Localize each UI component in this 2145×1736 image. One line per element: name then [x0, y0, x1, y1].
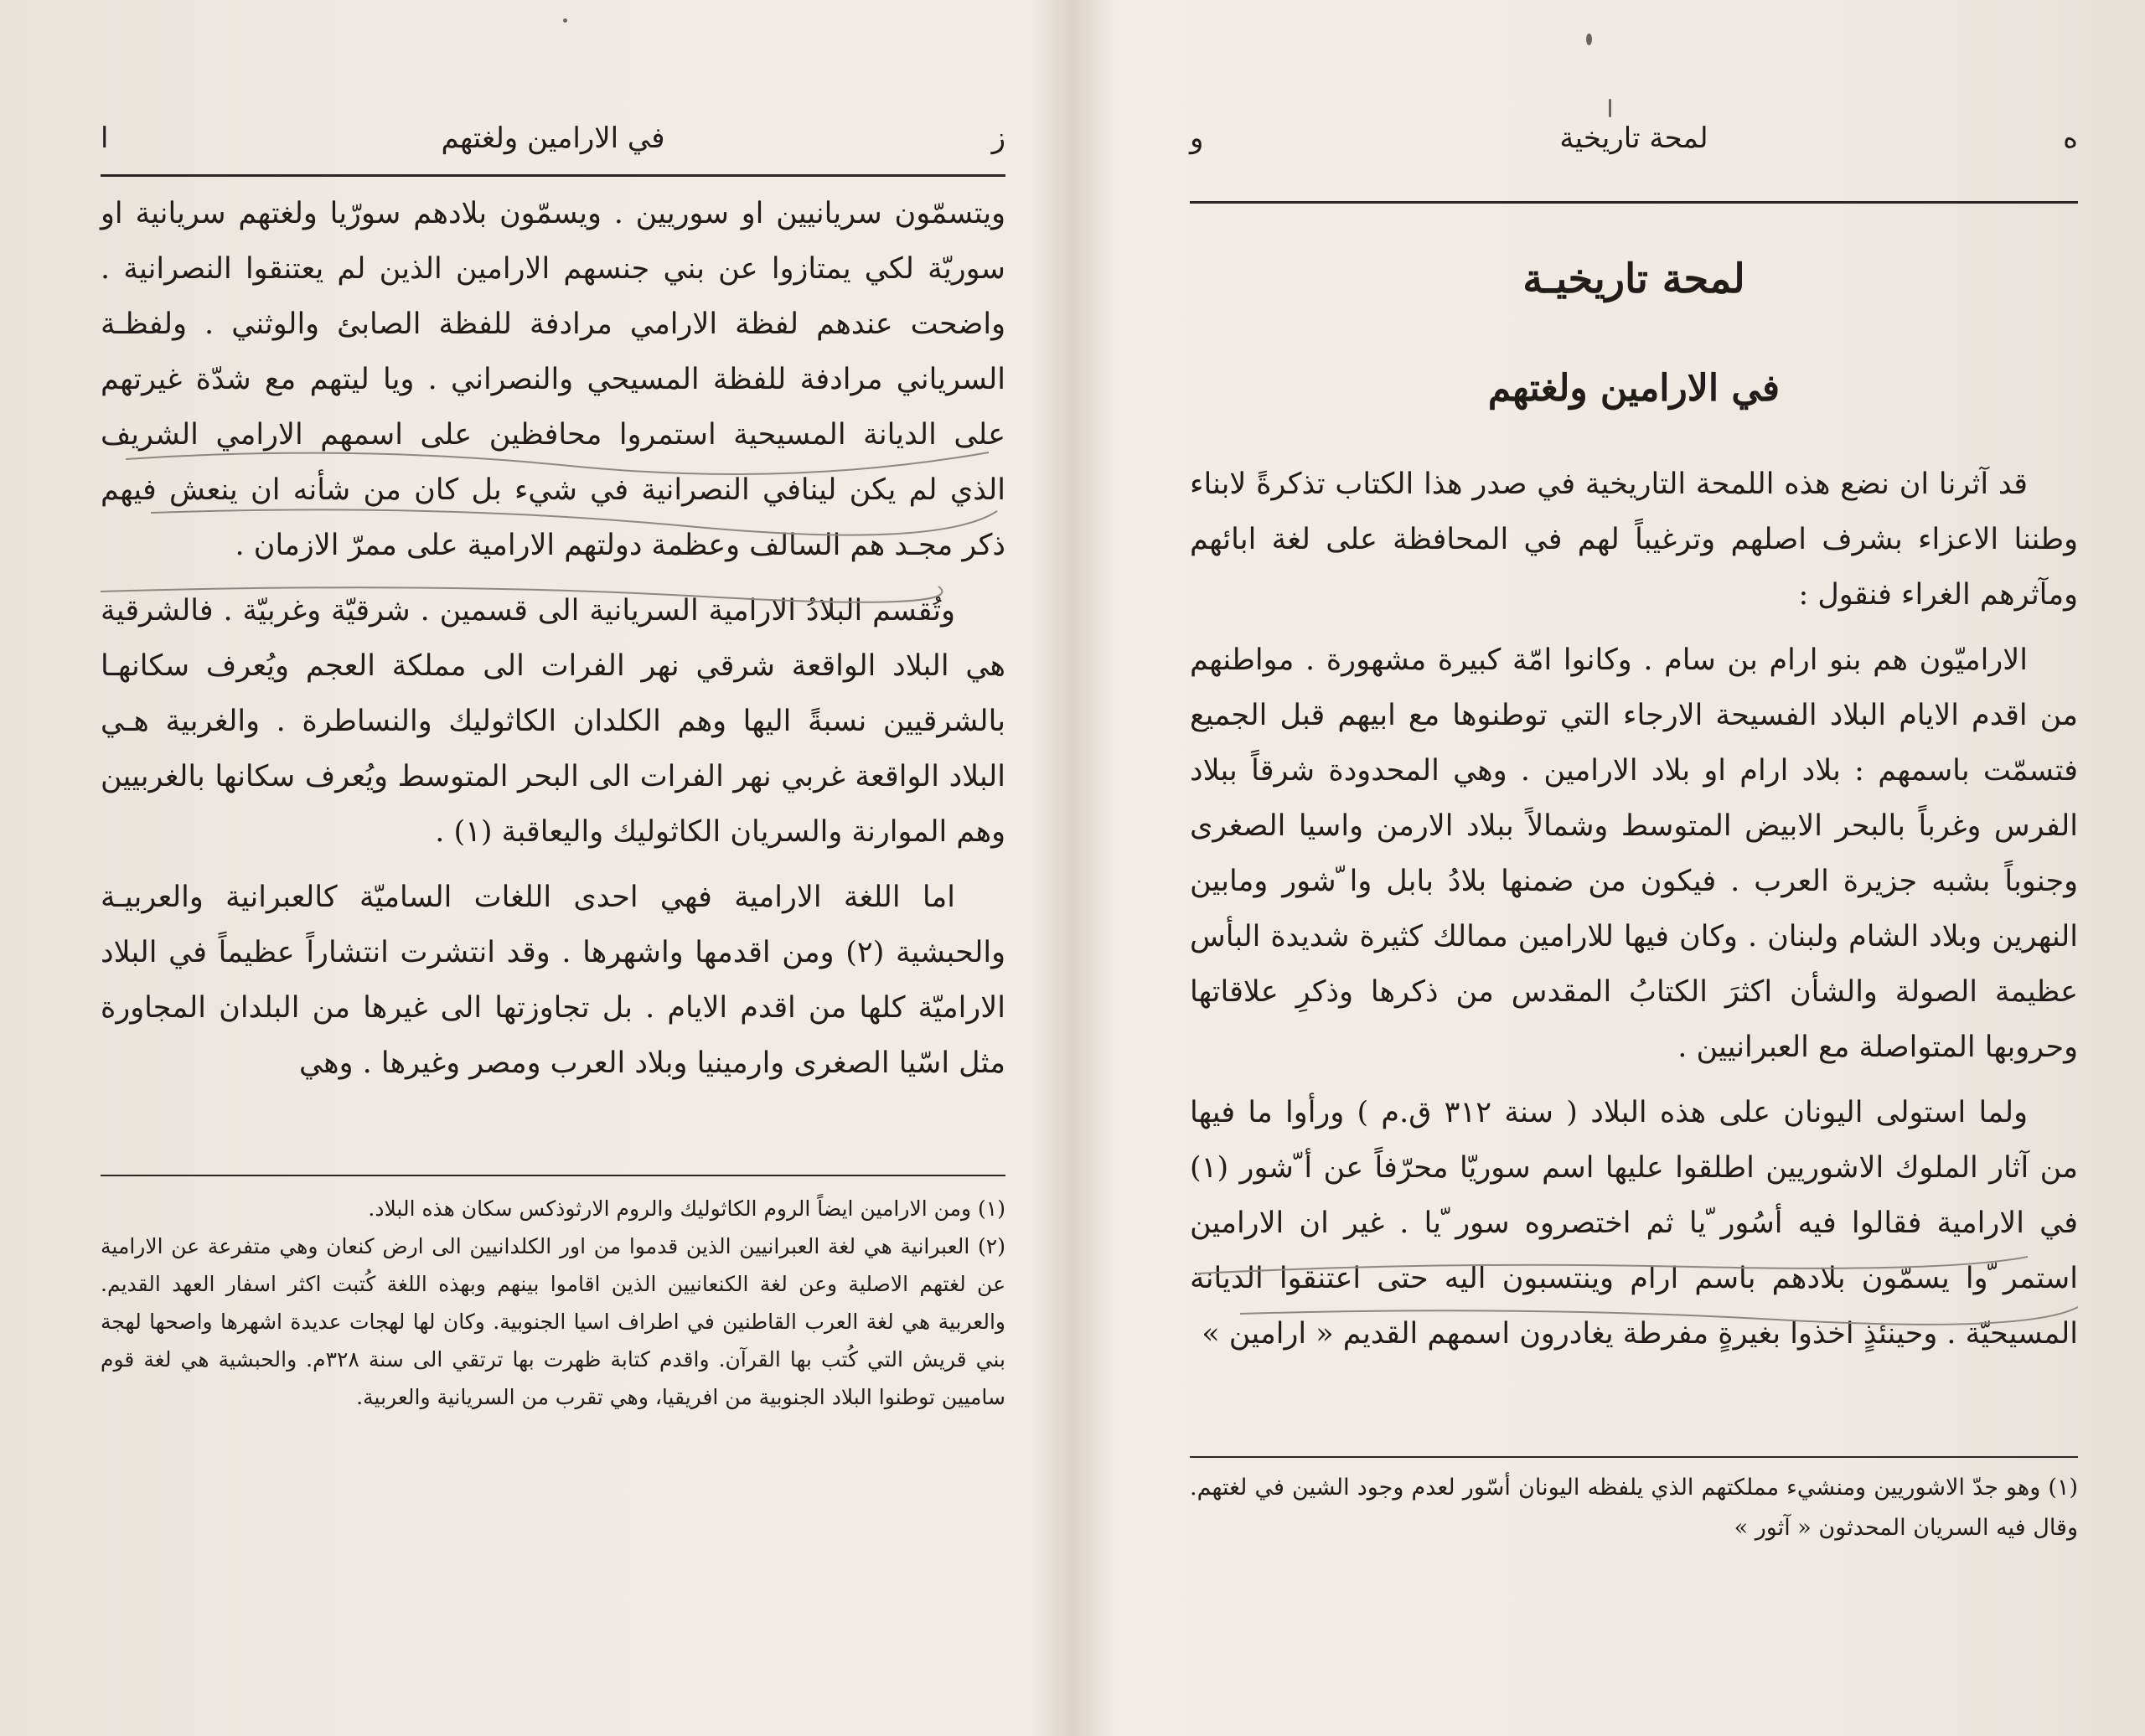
right-footnotes — [1190, 1468, 2078, 1548]
left-footnote-rule — [101, 1175, 1005, 1176]
left-paragraph-3: اما اللغة الارامية فهي احدى اللغات الساميّة كالعبرانية والعربيـة والحبشية (٢) ومن اقدمها واشهرها . وقد انتشرت انتشاراً عظيماً في البلاد الاراميّة كلها من اقدم الايام . بل تجاوزتها الى غيرها من البلدان المجاورة مثل اسّيا الصغرى وارمينيا وبلاد العرب ومصر وغيرها . وهي — [101, 881, 1005, 1080]
chapter-heading: لمحة تاريخيـة — [1522, 256, 1745, 302]
right-page-mark: و — [1190, 121, 1204, 155]
left-footnote-2: (٢) العبرانية هي لغة العبرانيين الذين قدموا من اور الكلدانيين الى ارض كنعان وهي متفرعة عن الارامية عن لغتهم الاصلية وعن لغة الكنعانيين الذين اقاموا بينهم وبهذه اللغة كُتبت اكثر اسفار العهد القديم. والعربية هي لغة العرب القاطنين في اطراف اسيا الجنوبية. وكان لها لهجات عديدة اشهرها واصحها لهجة بني قريش التي كُتب بها القرآن. واقدم كتابة ظهرت بها ترتقي الى سنة ٣٢٨م. والحبشية هي لغة قوم ساميين توطنوا البلاد الجنوبية من افريقيا، وهي تقرب من السريانية والعربية. — [101, 1234, 1005, 1409]
right-footnote-rule — [1190, 1456, 2078, 1458]
left-running-head — [101, 113, 1005, 163]
right-page — [1190, 0, 2078, 1736]
right-footnote-1: (١) وهو جدّ الاشوريين ومنشيء مملكتهم الذي يلفظه اليونان أسّور لعدم وجود الشين في لغتهم. وقال فيه السريان المحدثون « آثور » — [1190, 1475, 2078, 1541]
left-paragraph-2: وتُقسم البلادُ الارامية السريانية الى قسمين . شرقيّة وغربيّة . فالشرقية هي البلاد الواقعة شرقي نهر الفرات الى مملكة العجم ويُعرف سكانهـا بالشرقيين نسبةً اليها وهم الكلدان الكاثوليك والنساطرة . والغربية هـي البلاد الواقعة غربي نهر الفرات الى البحر المتوسط ويُعرف سكانها بالغربيين وهم الموارنة والسريان الكاثوليك واليعاقبة (١) . — [101, 594, 1005, 849]
chapter-subheading: في الارامين ولغتهم — [1487, 367, 1781, 410]
left-page-mark: ا — [101, 121, 109, 155]
left-page-number: ز — [991, 121, 1005, 155]
right-paragraph-1: قد آثرنا ان نضع هذه اللمحة التاريخية في صدر هذا الكتاب تذكرةً لابناء وطننا الاعزاء بشرف اصلهم وترغيباً لهم في المحافظة على لغة ابائهم ومآثرهم الغراء فنقول : — [1190, 468, 2078, 612]
left-body-text — [101, 186, 1005, 1101]
right-running-head — [1190, 113, 2078, 163]
left-footnote-1: (١) ومن الارامين ايضاً الروم الكاثوليك والروم الارثوذكس سكان هذه البلاد. — [368, 1196, 1005, 1221]
left-footnotes — [101, 1190, 1005, 1416]
left-page — [101, 0, 1005, 1736]
right-running-title: لمحة تاريخية — [1559, 121, 1708, 155]
right-header-rule — [1190, 201, 2078, 204]
right-paragraph-2: الاراميّون هم بنو ارام بن سام . وكانوا امّة كبيرة مشهورة . مواطنهم من اقدم الايام البلاد الفسيحة الارجاء التي توطنوها مع ابيهم قبل الجميع فتسمّت باسمهم : بلاد ارام او بلاد الارامين . وهي المحدودة شرقاً ببلاد الفرس وغرباً بالبحر الابيض المتوسط وشمالاً ببلاد الارمن واسيا الصغرى وجنوباً بشبه جزيرة العرب . فيكون من ضمنها بلادُ بابل وا ّشور ومابين النهرين وبلاد الشام ولبنان . وكان فيها للارامين ممالك كثيرة شديدة البأس عظيمة الصولة والشأن اكثرَ الكتابُ المقدس من ذكرها وذكرِ علاقاتها وحروبها المتواصلة مع العبرانيين . — [1190, 643, 2078, 1064]
left-running-title: في الارامين ولغتهم — [441, 121, 665, 155]
right-body-text — [1190, 457, 2078, 1372]
right-paragraph-3: ولما استولى اليونان على هذه البلاد ( سنة ٣١٢ ق.م ) ورأوا ما فيها من آثار الملوك الاشوريين اطلقوا عليها اسم سوريّا محرّفاً عن أ ّشور (١) في الارامية فقالوا فيه أسُور ّيا ثم اختصروه سور ّيا . غير ان الارامين استمر ّوا يسمّون بلادهم باسم ارام وينتسبون اليه حتى اعتنقوا الديانة المسيحيّة . وحينئذٍ اخذوا بغيرةٍ مفرطة يغادرون اسمهم القديم « ارامين » — [1190, 1096, 2078, 1351]
left-paragraph-1: ويتسمّون سريانيين او سوريين . ويسمّون بلادهم سورّيا ولغتهم سريانية او سوريّة لكي يمتازوا عن بني جنسهم الارامين الذين لم يعتنقوا النصرانية . واضحت عندهم لفظة الارامي مرادفة للفظة الصابئ والوثني . ولفظـة السرياني مرادفة للفظة المسيحي والنصراني . ويا ليتهم مع شدّة غيرتهم على الديانة المسيحية استمروا محافظين على اسمهم الارامي الشريف الذي لم يكن لينافي النصرانية في شيء بل كان من شأنه ان ينعش فيهم ذكر مجـد هم السالف وعظمة دولتهم الارامية على ممرّ الازمان . — [101, 197, 1005, 562]
right-page-number: ه — [2063, 121, 2078, 155]
left-header-rule — [101, 174, 1005, 177]
